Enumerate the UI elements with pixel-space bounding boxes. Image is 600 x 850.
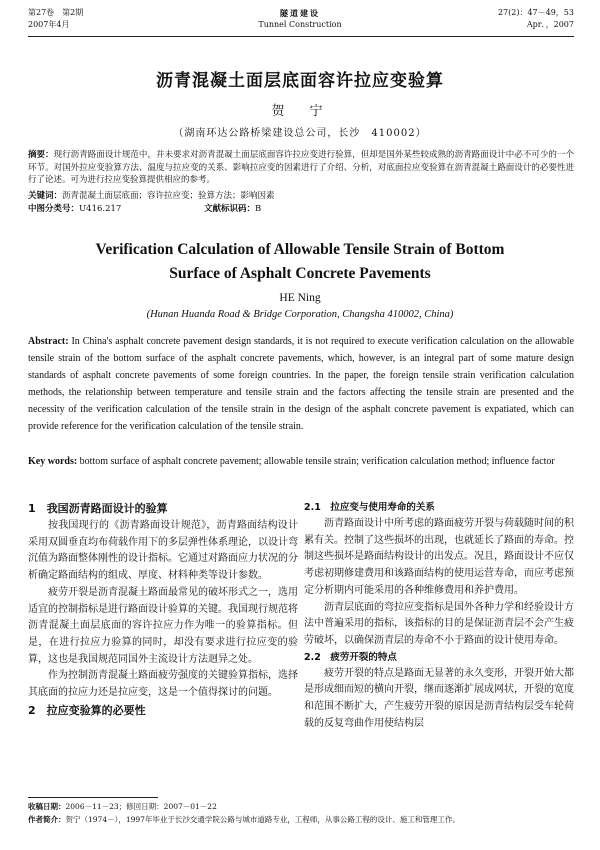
paragraph: 沥青层底面的弯拉应变指标是国外各种力学和经验设计方法中普遍采用的指标，该指标的目的是保证沥青层不会产生疲劳破坏，以确保沥青层的寿命不小于路面的设计使用寿命。 [304, 601, 574, 646]
header-date-en: Apr．，2007 [526, 20, 574, 29]
classification-value: U416.217 [79, 204, 122, 214]
header-date-cn: 2007年4月 [28, 20, 70, 29]
document-code-label: 文献标识码： [204, 204, 256, 214]
affiliation-en: (Hunan Huanda Road & Bridge Corporation, Changsha 410002, China) [146, 309, 454, 320]
footnote-author [28, 814, 574, 825]
footnote-author-label: 作者简介： [28, 815, 66, 824]
abstract-cn [28, 149, 574, 187]
section-2-heading: 2 拉应变验算的必要性 [28, 703, 146, 717]
paragraph: 按我国现行的《沥青路面设计规范》，沥青路面结构设计采用双圆垂直均布荷载作用下的多层弹性体系理论，以设计弯沉值为路面整体刚性的设计指标。它通过对路面应力状况的分析确定路面结构的组成、厚度、材料种类等设计参数。 [28, 520, 298, 582]
section-2-1-heading: 2.1 拉应变与使用寿命的关系 [304, 502, 435, 513]
title-en [0, 238, 600, 286]
keywords-cn [28, 190, 275, 203]
footnote-received-text: 2006－11－23；修回日期：2007－01－22 [65, 802, 217, 811]
footnote-received [28, 801, 574, 812]
abstract-en [28, 333, 574, 435]
paragraph: 疲劳开裂的特点是路面无显著的永久变形，开裂开始大都是形成细而短的横向开裂，继而逐渐扩展成网状，开裂的宽度和范围不断扩大，产生疲劳开裂的原因是沥青结构层受车轮荷载的反复弯曲作用使结构层 [304, 667, 574, 729]
paragraph: 作为控制沥青混凝土路面疲劳强度的关键验算指标，选择其底面的拉应力还是拉应变，这是一个值得探讨的问题。 [28, 670, 298, 699]
keywords-en-label: Key words: [28, 456, 78, 467]
classification [28, 203, 428, 216]
right-column [304, 500, 574, 732]
header-pages: 27(2)：47－49，53 [497, 8, 574, 17]
keywords-en-text: bottom surface of asphalt concrete pavement; allowable tensile strain; verification calculation method; influence factor [79, 456, 555, 467]
header-volume-issue: 第27卷 第2期 [28, 8, 84, 17]
abstract-en-label: Abstract: [28, 336, 69, 347]
affiliation-cn: （湖南环达公路桥梁建设总公司，长沙 410002） [173, 128, 427, 139]
classification-label: 中图分类号： [28, 204, 80, 214]
title-en-line2: Surface of Asphalt Concrete Pavements [169, 265, 431, 282]
abstract-cn-label: 摘要： [28, 150, 54, 160]
keywords-cn-label: 关键词： [28, 191, 63, 201]
title-cn: 沥青混凝土面层底面容许拉应变验算 [156, 71, 444, 91]
header-journal-en: Tunnel Construction [258, 20, 342, 29]
header-journal-cn: 隧道建设 [280, 8, 320, 18]
abstract-en-text: In China's asphalt concrete pavement design standards, it is not required to execute verification calculation on the allowable tensile strain of the bottom surface of the asphalt concrete pavements, which, however, is an integral part of some mature design standards of asphalt concrete pavements of some foreign countries. In the paper, the foreign tensile strain verification calculation methods, the relationship between temperature and tensile strain and the factors affecting the tensile strain are presented and the necessity of the verification calculation of the tensile strain in the design of the asphalt concrete pavement is expatiated, which can provide reference for the verification calculation of the tensile strain. [28, 336, 575, 432]
document-code [204, 203, 261, 216]
header-rule [28, 36, 574, 37]
section-1-heading: 1 我国沥青路面设计的验算 [28, 502, 168, 515]
author-en: HE Ning [279, 292, 321, 304]
author-cn: 贺 宁 [271, 104, 329, 119]
abstract-cn-text: 现行沥青路面设计规范中，并未要求对沥青混凝土面层底面容许拉应变进行验算，但却是国外某些较成熟的沥青路面设计中必不可少的一个环节。对国外拉应变验算方法、温度与拉应变的关系、影响拉应变的因素进行了介绍、分析，对底面拉应变验算在沥青混凝土路面设计的必要性进行了论述。可为进行拉应变验算提供相应的参考。 [28, 150, 574, 185]
title-en-line1: Verification Calculation of Allowable Tensile Strain of Bottom [95, 241, 505, 258]
keywords-cn-text: 沥青混凝土面层底面；容许拉应变；验算方法；影响因素 [62, 191, 275, 201]
keywords-en [28, 453, 574, 470]
footnote-received-label: 收稿日期： [28, 802, 66, 811]
footnote-rule [28, 797, 158, 798]
left-column [28, 500, 298, 720]
paragraph: 疲劳开裂是沥青混凝土路面最常见的破坏形式之一，选用适宜的控制指标是进行路面设计验算的关键。我国现行规范将沥青混凝土面层底面的容许拉应力作为唯一的验算指标。但是，在进行拉应力验算的同时，却没有要求进行拉应变的验算，这也是我国规范同国外主流设计方法迥异之处。 [28, 586, 298, 665]
footnote-author-text: 贺宁（1974－），1997年毕业于长沙交通学院公路与城市道路专业，工程师，从事公路工程的设计、施工和管理工作。 [65, 815, 460, 824]
paragraph: 沥青路面设计中所考虑的路面疲劳开裂与荷载随时间的积累有关。控制了这些损坏的出现，也就延长了路面的寿命。控制这些损坏是路面结构设计的出发点。况且，路面设计不应仅考虑初期修建费用和该路面结构的使用运营寿命，而应考虑预定分析期内可能采用的各种维修费用和养护费用。 [304, 518, 574, 596]
document-code-value: B [255, 204, 262, 214]
section-2-2-heading: 2.2 疲劳开裂的特点 [304, 651, 397, 663]
